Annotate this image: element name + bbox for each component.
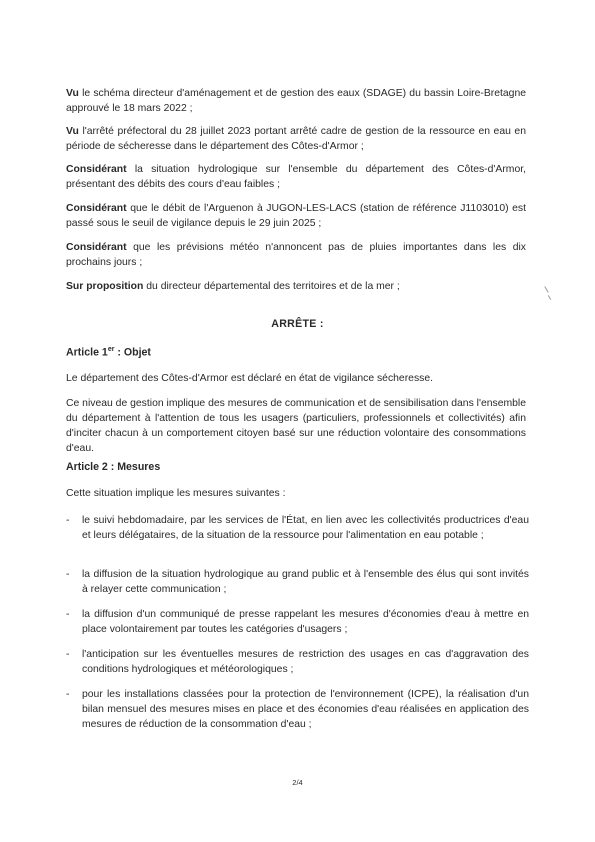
- considerant-lead: Vu: [66, 126, 79, 137]
- considerant-lead: Vu: [66, 88, 79, 99]
- sur-proposition: [66, 279, 526, 294]
- list-dash: -: [66, 569, 70, 580]
- arrete-title: ARRÊTE :: [271, 318, 324, 330]
- article-2-heading: Article 2 : Mesures: [66, 461, 161, 473]
- list-item-text: le suivi hebdomadaire, par les services de l'État, en lien avec les collectivités productrices d'eau et leurs délégataires, de la situation de la ressource pour l'alimentation en eau potable ;: [82, 515, 529, 541]
- considerant-text: que les prévisions météo n'annoncent pas de pluies importantes dans les dix prochains jours ;: [66, 242, 526, 268]
- article-1-heading: [66, 346, 151, 359]
- list-item-text: pour les installations classées pour la protection de l'environnement (ICPE), la réalisation d'un bilan mensuel des mesures mises en place et des économies d'eau réalisées en application des mesures de réduction de la consommation d'eau ;: [82, 689, 529, 730]
- considerant-text: le schéma directeur d'aménagement et de gestion des eaux (SDAGE) du bassin Loire-Bretagne approuvé le 18 mars 2022 ;: [66, 88, 526, 114]
- considerant-lead: Considérant: [66, 203, 127, 214]
- list-item-text: l'anticipation sur les éventuelles mesures de restriction des usages en cas d'aggravation des conditions hydrologiques et météorologiques ;: [82, 649, 529, 675]
- article-1-label-prefix: Article 1: [66, 346, 108, 359]
- considerant-lead: Sur proposition: [66, 281, 144, 292]
- list-item: [66, 687, 529, 732]
- considerant-text: la situation hydrologique sur l'ensemble du département des Côtes-d'Armor, présentant des débits des cours d'eau faibles ;: [66, 164, 526, 190]
- considerant-debit-arguenon: [66, 201, 526, 231]
- scan-speck: [544, 286, 548, 293]
- article-1-paragraph: Ce niveau de gestion implique des mesures de communication et de sensibilisation dans l'ensemble du département à l'attention de tous les usagers (particuliers, professionnels et collectivités) afin d'inciter chacun à un comportement citoyen basé sur une réduction volontaire des consommations d'eau.: [66, 398, 527, 454]
- article-1-label-sup: er: [107, 346, 115, 353]
- list-item: [66, 647, 529, 677]
- list-dash: -: [66, 689, 70, 700]
- considerant-text: que le débit de l'Arguenon à JUGON-LES-LACS (station de référence J1103010) est passé sous le seuil de vigilance depuis le 29 juin 2025 ;: [66, 203, 526, 229]
- list-dash: -: [66, 515, 70, 526]
- considerant-lead: Considérant: [66, 164, 127, 175]
- list-item-text: la diffusion de la situation hydrologique au grand public et à l'ensemble des élus qui sont invités à relayer cette communication ;: [82, 569, 529, 595]
- article-1-paragraph: Le département des Côtes-d'Armor est déclaré en état de vigilance sécheresse.: [66, 373, 434, 384]
- list-item: [66, 607, 529, 637]
- article-1-label-suffix: : Objet: [114, 346, 151, 359]
- scan-speck: [548, 295, 551, 300]
- list-item-text: la diffusion d'un communiqué de presse rappelant les mesures d'économies d'eau à mettre en place volontairement par toutes les catégories d'usagers ;: [82, 609, 529, 635]
- article-2-intro: Cette situation implique les mesures suivantes :: [66, 488, 286, 499]
- considerant-lead: Considérant: [66, 242, 127, 253]
- list-dash: -: [66, 609, 70, 620]
- considerant-arrete-cadre: [66, 124, 526, 154]
- considerant-situation-hydrologique: [66, 162, 526, 192]
- list-dash: -: [66, 649, 70, 660]
- considerant-text: du directeur départemental des territoires et de la mer ;: [146, 281, 400, 292]
- list-item: [66, 567, 529, 597]
- list-item: [66, 513, 529, 543]
- considerant-sdage: [66, 86, 526, 116]
- considerant-previsions-meteo: [66, 240, 526, 270]
- page-number: 2/4: [292, 778, 303, 787]
- considerant-text: l'arrêté préfectoral du 28 juillet 2023 portant arrêté cadre de gestion de la ressource en eau en période de sécheresse dans le département des Côtes-d'Armor ;: [66, 126, 526, 152]
